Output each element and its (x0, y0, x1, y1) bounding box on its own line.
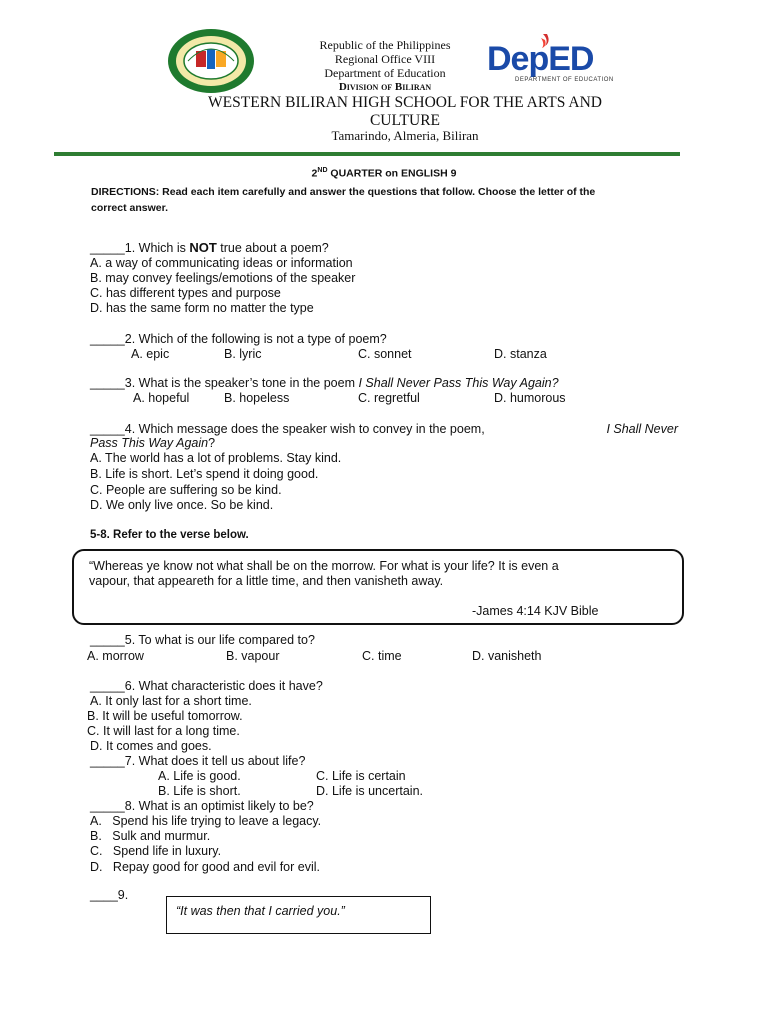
q5-option-d: D. vanisheth (472, 649, 542, 663)
question-3-stem (90, 376, 559, 391)
q8-option-d: D. Repay good for good and evil for evil. (90, 860, 320, 874)
q2-option-d: D. stanza (494, 347, 547, 361)
q4-option-d: D. We only live once. So be kind. (90, 498, 274, 512)
q7-option-b: B. Life is short. (158, 784, 241, 798)
q1-option-a: A. a way of communicating ideas or information (90, 256, 353, 270)
question-1-stem (90, 240, 329, 256)
q7-option-c: C. Life is certain (316, 769, 406, 783)
q2-option-c: C. sonnet (358, 347, 412, 361)
q3-stem-text: _____3. What is the speaker’s tone in the poem (90, 376, 359, 390)
deped-subtitle: DEPARTMENT OF EDUCATION (515, 77, 614, 83)
q4-option-b: B. Life is short. Let’s spend it doing good. (90, 467, 319, 481)
directions (91, 184, 681, 216)
q3-option-c: C. regretful (358, 391, 420, 405)
q5-option-a: A. morrow (87, 649, 144, 663)
q2-option-b: B. lyric (224, 347, 262, 361)
q5-option-c: C. time (362, 649, 402, 663)
header-region: Regional Office VIII (334, 52, 436, 66)
header-division: Division of Biliran (338, 81, 432, 93)
q3-option-b: B. hopeless (224, 391, 290, 405)
section-label: 5-8. Refer to the verse below. (90, 529, 249, 541)
question-6-stem: _____6. What characteristic does it have? (90, 679, 323, 693)
q1-option-c: C. has different types and purpose (90, 286, 281, 300)
exam-title (100, 164, 668, 181)
q4-stem-end: ? (208, 436, 216, 450)
title-superscript: ND (317, 167, 328, 174)
title-quarter-number: 2 (311, 167, 318, 180)
q4-option-c: C. People are suffering so be kind. (90, 483, 282, 497)
directions-text-2: correct answer. (91, 202, 169, 214)
q4-poem-title-part2: Pass This Way Again (90, 436, 209, 450)
q6-option-d: D. It comes and goes. (90, 739, 212, 753)
q1-stem-start: _____1. Which is (90, 241, 190, 255)
q9-quote: “It was then that I carried you.” (176, 904, 345, 918)
question-4-stem (90, 422, 678, 437)
q4-option-a: A. The world has a lot of problems. Stay kind. (90, 451, 342, 465)
question-7-stem: _____7. What does it tell us about life? (90, 754, 306, 768)
q1-option-d: D. has the same form no matter the type (90, 301, 314, 315)
header-department: Department of Education (324, 66, 446, 80)
q2-option-a: A. epic (131, 347, 170, 361)
q1-option-b: B. may convey feelings/emotions of the speaker (90, 271, 356, 285)
header-divider (54, 152, 680, 156)
directions-label: DIRECTIONS: (91, 186, 160, 198)
q3-poem-title: I Shall Never Pass This Way Again? (358, 376, 559, 390)
q1-stem-end: true about a poem? (216, 241, 329, 255)
q4-stem-line2 (90, 436, 215, 451)
q7-option-a: A. Life is good. (158, 769, 241, 783)
school-name-line2: CULTURE (369, 112, 441, 129)
q5-option-b: B. vapour (226, 649, 280, 663)
school-name: WESTERN BILIRAN HIGH SCHOOL FOR THE ARTS AND (208, 94, 602, 111)
question-2-stem: _____2. Which of the following is not a type of poem? (90, 332, 387, 346)
school-address: Tamarindo, Almeria, Biliran (331, 128, 479, 143)
q6-option-b: B. It will be useful tomorrow. (87, 709, 243, 723)
verse-line-1: “Whereas ye know not what shall be on the morrow. For what is your life? It is even a (89, 559, 559, 573)
verse-line-2: vapour, that appeareth for a little time, and then vanisheth away. (89, 574, 444, 588)
q6-option-a: A. It only last for a short time. (90, 694, 252, 708)
question-5-stem: _____5. To what is our life compared to? (90, 633, 315, 647)
q1-emphasis: NOT (189, 240, 217, 255)
header-republic: Republic of the Philippines (319, 38, 451, 52)
q4-poem-title-part1: I Shall Never (606, 422, 678, 436)
q8-option-c: C. Spend life in luxury. (90, 844, 222, 858)
q6-option-c: C. It will last for a long time. (87, 724, 240, 738)
question-9-stem: ____9. (90, 888, 129, 902)
deped-logo (487, 32, 619, 86)
q3-option-d: D. humorous (494, 391, 566, 405)
q7-option-d: D. Life is uncertain. (316, 784, 423, 798)
q8-option-a: A. Spend his life trying to leave a legacy. (90, 814, 322, 828)
q8-option-b: B. Sulk and murmur. (90, 829, 211, 843)
title-text: QUARTER on ENGLISH 9 (327, 167, 457, 180)
school-seal-logo (166, 27, 256, 95)
verse-citation: -James 4:14 KJV Bible (472, 604, 599, 618)
q3-option-a: A. hopeful (133, 391, 190, 405)
deped-wordmark: DepED (487, 40, 594, 78)
directions-text: Read each item carefully and answer the questions that follow. Choose the letter of the (159, 186, 596, 198)
question-8-stem: _____8. What is an optimist likely to be? (90, 799, 314, 813)
q4-stem-text: _____4. Which message does the speaker wish to convey in the poem, (90, 422, 489, 436)
